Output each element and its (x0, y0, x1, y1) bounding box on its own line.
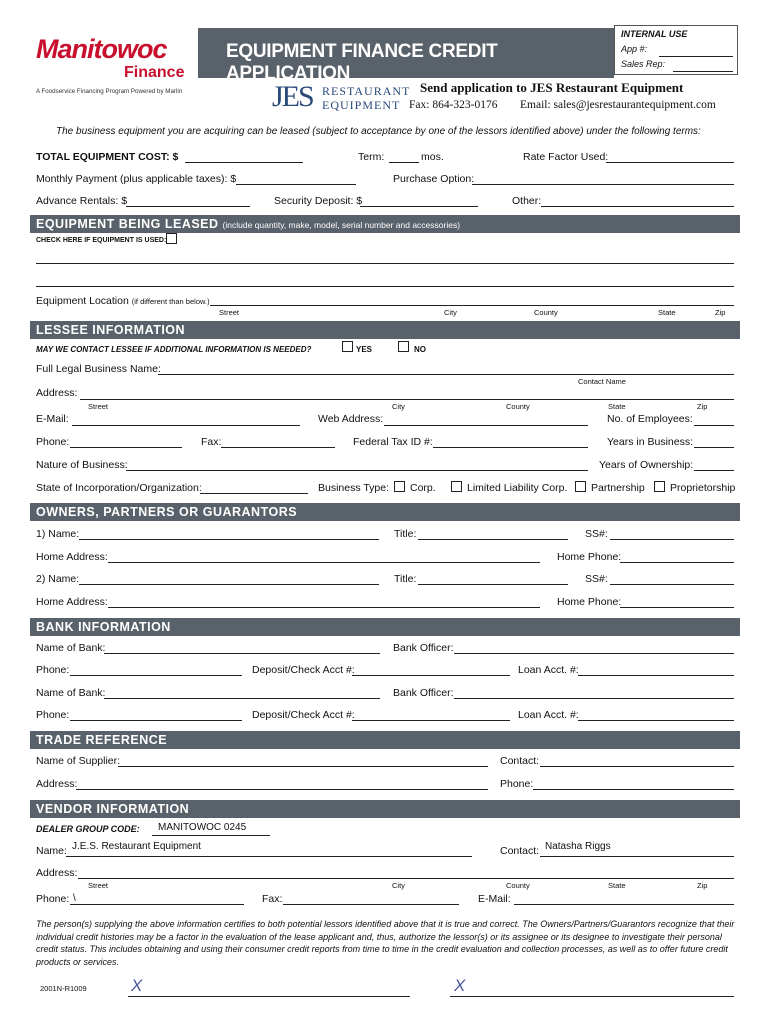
vendor-contact-label: Contact: (500, 845, 540, 857)
purchase-option-label: Purchase Option: (393, 173, 475, 185)
proprietorship-checkbox[interactable] (654, 481, 665, 492)
bank2-name-field[interactable] (104, 698, 380, 699)
vendor-fax-label: Fax: (262, 893, 283, 905)
contact-yes-checkbox[interactable] (342, 341, 353, 352)
address-field[interactable] (80, 399, 734, 400)
security-deposit-label: Security Deposit: $ (274, 195, 363, 207)
total-cost-label: TOTAL EQUIPMENT COST: $ (36, 151, 179, 163)
supplier-field[interactable] (118, 766, 488, 767)
tax-id-field[interactable] (433, 447, 588, 448)
owner2-name-label: 2) Name: (36, 573, 80, 585)
bank1-loan-field[interactable] (578, 675, 734, 676)
business-type-label: Business Type: (318, 482, 390, 494)
signature-line-1[interactable] (128, 996, 410, 997)
owner1-home-address-label: Home Address: (36, 551, 108, 563)
vendor-contact-value[interactable]: Natasha Riggs (545, 841, 611, 852)
purchase-option-field[interactable] (472, 184, 734, 185)
signature-line-2[interactable] (450, 996, 734, 997)
form-title: EQUIPMENT FINANCE CREDIT APPLICATION (198, 28, 614, 78)
equipment-used-checkbox[interactable] (166, 233, 177, 244)
lessee-street-label: Street (88, 402, 109, 411)
bank2-officer-field[interactable] (454, 698, 734, 699)
monthly-payment-field[interactable] (236, 184, 356, 185)
dealer-code-label: DEALER GROUP CODE: (36, 824, 140, 834)
internal-use-label: INTERNAL USE (621, 29, 688, 39)
owner2-home-address-label: Home Address: (36, 596, 108, 608)
bank2-officer-label: Bank Officer: (393, 687, 454, 699)
term-label: Term: (358, 151, 385, 163)
equipment-description-line-1[interactable] (36, 263, 734, 264)
bank2-deposit-field[interactable] (352, 720, 510, 721)
nature-label: Nature of Business: (36, 459, 128, 471)
vendor-street-label: Street (88, 881, 109, 890)
vendor-name-label: Name: (36, 845, 67, 857)
owner1-home-phone-field[interactable] (620, 562, 734, 563)
equip-zip-label: Zip (715, 308, 726, 317)
fax-text: Fax: 864-323-0176 (409, 99, 498, 111)
legal-name-label: Full Legal Business Name: (36, 363, 161, 375)
owners-section-header: OWNERS, PARTNERS OR GUARANTORS (30, 503, 740, 521)
years-business-field[interactable] (694, 447, 734, 448)
phone-label: Phone: (36, 436, 70, 448)
owner2-title-label: Title: (394, 573, 417, 585)
contact-no-checkbox[interactable] (398, 341, 409, 352)
trade-address-field[interactable] (76, 789, 488, 790)
app-no-label: App #: (621, 44, 648, 54)
dealer-code-value[interactable]: MANITOWOC 0245 (158, 822, 247, 833)
check-used-label: CHECK HERE IF EQUIPMENT IS USED: (36, 237, 167, 244)
owner1-name-field[interactable] (79, 539, 379, 540)
advance-rentals-field[interactable] (126, 206, 250, 207)
vendor-section-header: VENDOR INFORMATION (30, 800, 740, 818)
contact-no-label: NO (414, 345, 426, 354)
corp-label: Corp. (410, 482, 436, 494)
years-business-label: Years in Business: (607, 436, 693, 448)
owner2-title-field[interactable] (418, 584, 568, 585)
equipment-section-subtitle: (include quantity, make, model, serial number and accessories) (222, 220, 461, 230)
bank-section-header: BANK INFORMATION (30, 618, 740, 636)
vendor-contact-field[interactable] (540, 856, 734, 857)
vendor-phone-value[interactable]: \ (73, 893, 76, 904)
trade-contact-field[interactable] (540, 766, 734, 767)
contact-yes-label: YES (356, 345, 373, 354)
bank1-officer-field[interactable] (454, 653, 734, 654)
jes-logo-line1: RESTAURANT (322, 84, 411, 98)
owner1-title-label: Title: (394, 528, 417, 540)
trade-phone-field[interactable] (533, 789, 734, 790)
bank2-phone-field[interactable] (70, 720, 242, 721)
jes-logo-mark: JES (272, 80, 313, 113)
vendor-name-value[interactable]: J.E.S. Restaurant Equipment (72, 841, 201, 852)
llc-checkbox[interactable] (451, 481, 462, 492)
other-label: Other: (512, 195, 542, 207)
total-cost-field[interactable] (185, 162, 303, 163)
intro-text: The business equipment you are acquiring can be leased (subject to acceptance by one of the lessors identified above) under the following terms: (56, 126, 701, 137)
vendor-email-field[interactable] (514, 904, 734, 905)
vendor-address-field[interactable] (78, 878, 734, 879)
form-number: 2001N-R1009 (40, 984, 87, 993)
owner2-ss-label: SS#: (585, 573, 608, 585)
contact-name-label: Contact Name (578, 377, 626, 386)
corp-checkbox[interactable] (394, 481, 405, 492)
legal-name-field[interactable] (158, 374, 734, 375)
employees-field[interactable] (694, 425, 734, 426)
term-field[interactable] (389, 162, 419, 163)
bank2-loan-label: Loan Acct. #: (518, 709, 579, 721)
vendor-email-label: E-Mail: (478, 893, 511, 905)
fax-label: Fax: (201, 436, 222, 448)
equip-county-label: County (534, 308, 558, 317)
owner1-ss-label: SS#: (585, 528, 608, 540)
bank1-officer-label: Bank Officer: (393, 642, 454, 654)
vendor-address-label: Address: (36, 867, 78, 879)
security-deposit-field[interactable] (360, 206, 478, 207)
bank1-deposit-label: Deposit/Check Acct #: (252, 664, 355, 676)
logo-brand: Manitowoc (36, 34, 167, 64)
years-ownership-field[interactable] (694, 470, 734, 471)
proprietorship-label: Proprietorship (670, 482, 736, 494)
vendor-name-field[interactable] (66, 856, 472, 857)
equipment-location-label: Equipment Location (if different than below.) (36, 295, 210, 307)
signature-x-1: X (131, 976, 143, 995)
web-label: Web Address: (318, 413, 384, 425)
supplier-label: Name of Supplier: (36, 755, 121, 767)
bank1-name-field[interactable] (104, 653, 380, 654)
logo-sub: Finance (124, 64, 185, 81)
equip-state-label: State (658, 308, 676, 317)
lessee-state-label: State (608, 402, 626, 411)
owner2-ss-field[interactable] (610, 584, 734, 585)
web-field[interactable] (384, 425, 588, 426)
vendor-state-label: State (608, 881, 626, 890)
owner1-title-field[interactable] (418, 539, 568, 540)
bank1-name-label: Name of Bank: (36, 642, 106, 654)
vendor-zip-label: Zip (697, 881, 708, 890)
vendor-city-label: City (392, 881, 405, 890)
vendor-phone-label: Phone: (36, 893, 70, 905)
bank2-phone-label: Phone: (36, 709, 70, 721)
equip-city-label: City (444, 308, 457, 317)
mos-label: mos. (421, 151, 444, 163)
certification-text: The person(s) supplying the above information certifies to both potential lessors identified above that it is true and correct. The Owners/Partners/Guarantors recognize that their individual credit histories may be a factor in the evaluation of the lease applicant and, thus, authorize the lessor(s) or its assignee or its designee to investigate their personal credit status. This includes obtaining and using their consumer credit reports from time to time in the credit evaluation and collection processes, as well as to offer future credit products or services. (36, 919, 735, 967)
state-inc-label: State of Incorporation/Organization: (36, 482, 202, 494)
owner1-ss-field[interactable] (610, 539, 734, 540)
owner2-home-address-field[interactable] (108, 607, 540, 608)
trade-address-label: Address: (36, 778, 78, 790)
state-inc-field[interactable] (200, 493, 308, 494)
owner2-home-phone-field[interactable] (620, 607, 734, 608)
vendor-phone-field[interactable] (70, 904, 244, 905)
trade-contact-label: Contact: (500, 755, 540, 767)
bank1-phone-field[interactable] (70, 675, 242, 676)
vendor-county-label: County (506, 881, 530, 890)
internal-use-box (614, 25, 738, 75)
fax-field[interactable] (221, 447, 335, 448)
owner2-name-field[interactable] (79, 584, 379, 585)
monthly-payment-label: Monthly Payment (plus applicable taxes): $ (36, 173, 237, 185)
phone-field[interactable] (70, 447, 182, 448)
other-field[interactable] (541, 206, 734, 207)
partnership-checkbox[interactable] (575, 481, 586, 492)
equip-street-label: Street (219, 308, 240, 317)
years-ownership-label: Years of Ownership: (599, 459, 694, 471)
equipment-section-title: EQUIPMENT BEING LEASED (36, 217, 219, 231)
equipment-location-field[interactable] (210, 305, 734, 306)
email-field[interactable] (72, 425, 300, 426)
bank1-phone-label: Phone: (36, 664, 70, 676)
lessee-city-label: City (392, 402, 405, 411)
address-label: Address: (36, 387, 78, 399)
trade-section-header: TRADE REFERENCE (30, 731, 740, 749)
bank2-deposit-label: Deposit/Check Acct #: (252, 709, 355, 721)
partnership-label: Partnership (591, 482, 645, 494)
equipment-description-line-2[interactable] (36, 286, 734, 287)
rate-factor-label: Rate Factor Used: (523, 151, 609, 163)
sales-rep-label: Sales Rep: (621, 59, 666, 69)
owner1-home-address-field[interactable] (108, 562, 540, 563)
rate-factor-field[interactable] (606, 162, 734, 163)
bank1-loan-label: Loan Acct. #: (518, 664, 579, 676)
signature-x-2: X (454, 976, 466, 995)
equipment-section-header (30, 215, 740, 233)
owner2-home-phone-label: Home Phone: (557, 596, 622, 608)
owner1-home-phone-label: Home Phone: (557, 551, 622, 563)
vendor-fax-field[interactable] (283, 904, 459, 905)
nature-field[interactable] (126, 470, 588, 471)
bank2-name-label: Name of Bank: (36, 687, 106, 699)
email-label: E-Mail: (36, 413, 69, 425)
lessee-section-header: LESSEE INFORMATION (30, 321, 740, 339)
logo-tagline: A Foodservice Financing Program Powered by Marlin (36, 88, 183, 95)
trade-phone-label: Phone: (500, 778, 534, 790)
tax-id-label: Federal Tax ID #: (353, 436, 433, 448)
bank1-deposit-field[interactable] (352, 675, 510, 676)
send-to-text: Send application to JES Restaurant Equipment (420, 80, 684, 95)
lessee-county-label: County (506, 402, 530, 411)
contact-question: MAY WE CONTACT LESSEE IF ADDITIONAL INFORMATION IS NEEDED? (36, 345, 312, 354)
dealer-code-field[interactable] (152, 835, 270, 836)
advance-rentals-label: Advance Rentals: $ (36, 195, 128, 207)
employees-label: No. of Employees: (607, 413, 693, 425)
bank2-loan-field[interactable] (578, 720, 734, 721)
email-text: Email: sales@jesrestaurantequipment.com (520, 99, 716, 111)
owner1-name-label: 1) Name: (36, 528, 80, 540)
jes-logo-line2: EQUIPMENT (322, 98, 401, 112)
llc-label: Limited Liability Corp. (467, 482, 568, 494)
lessee-zip-label: Zip (697, 402, 708, 411)
